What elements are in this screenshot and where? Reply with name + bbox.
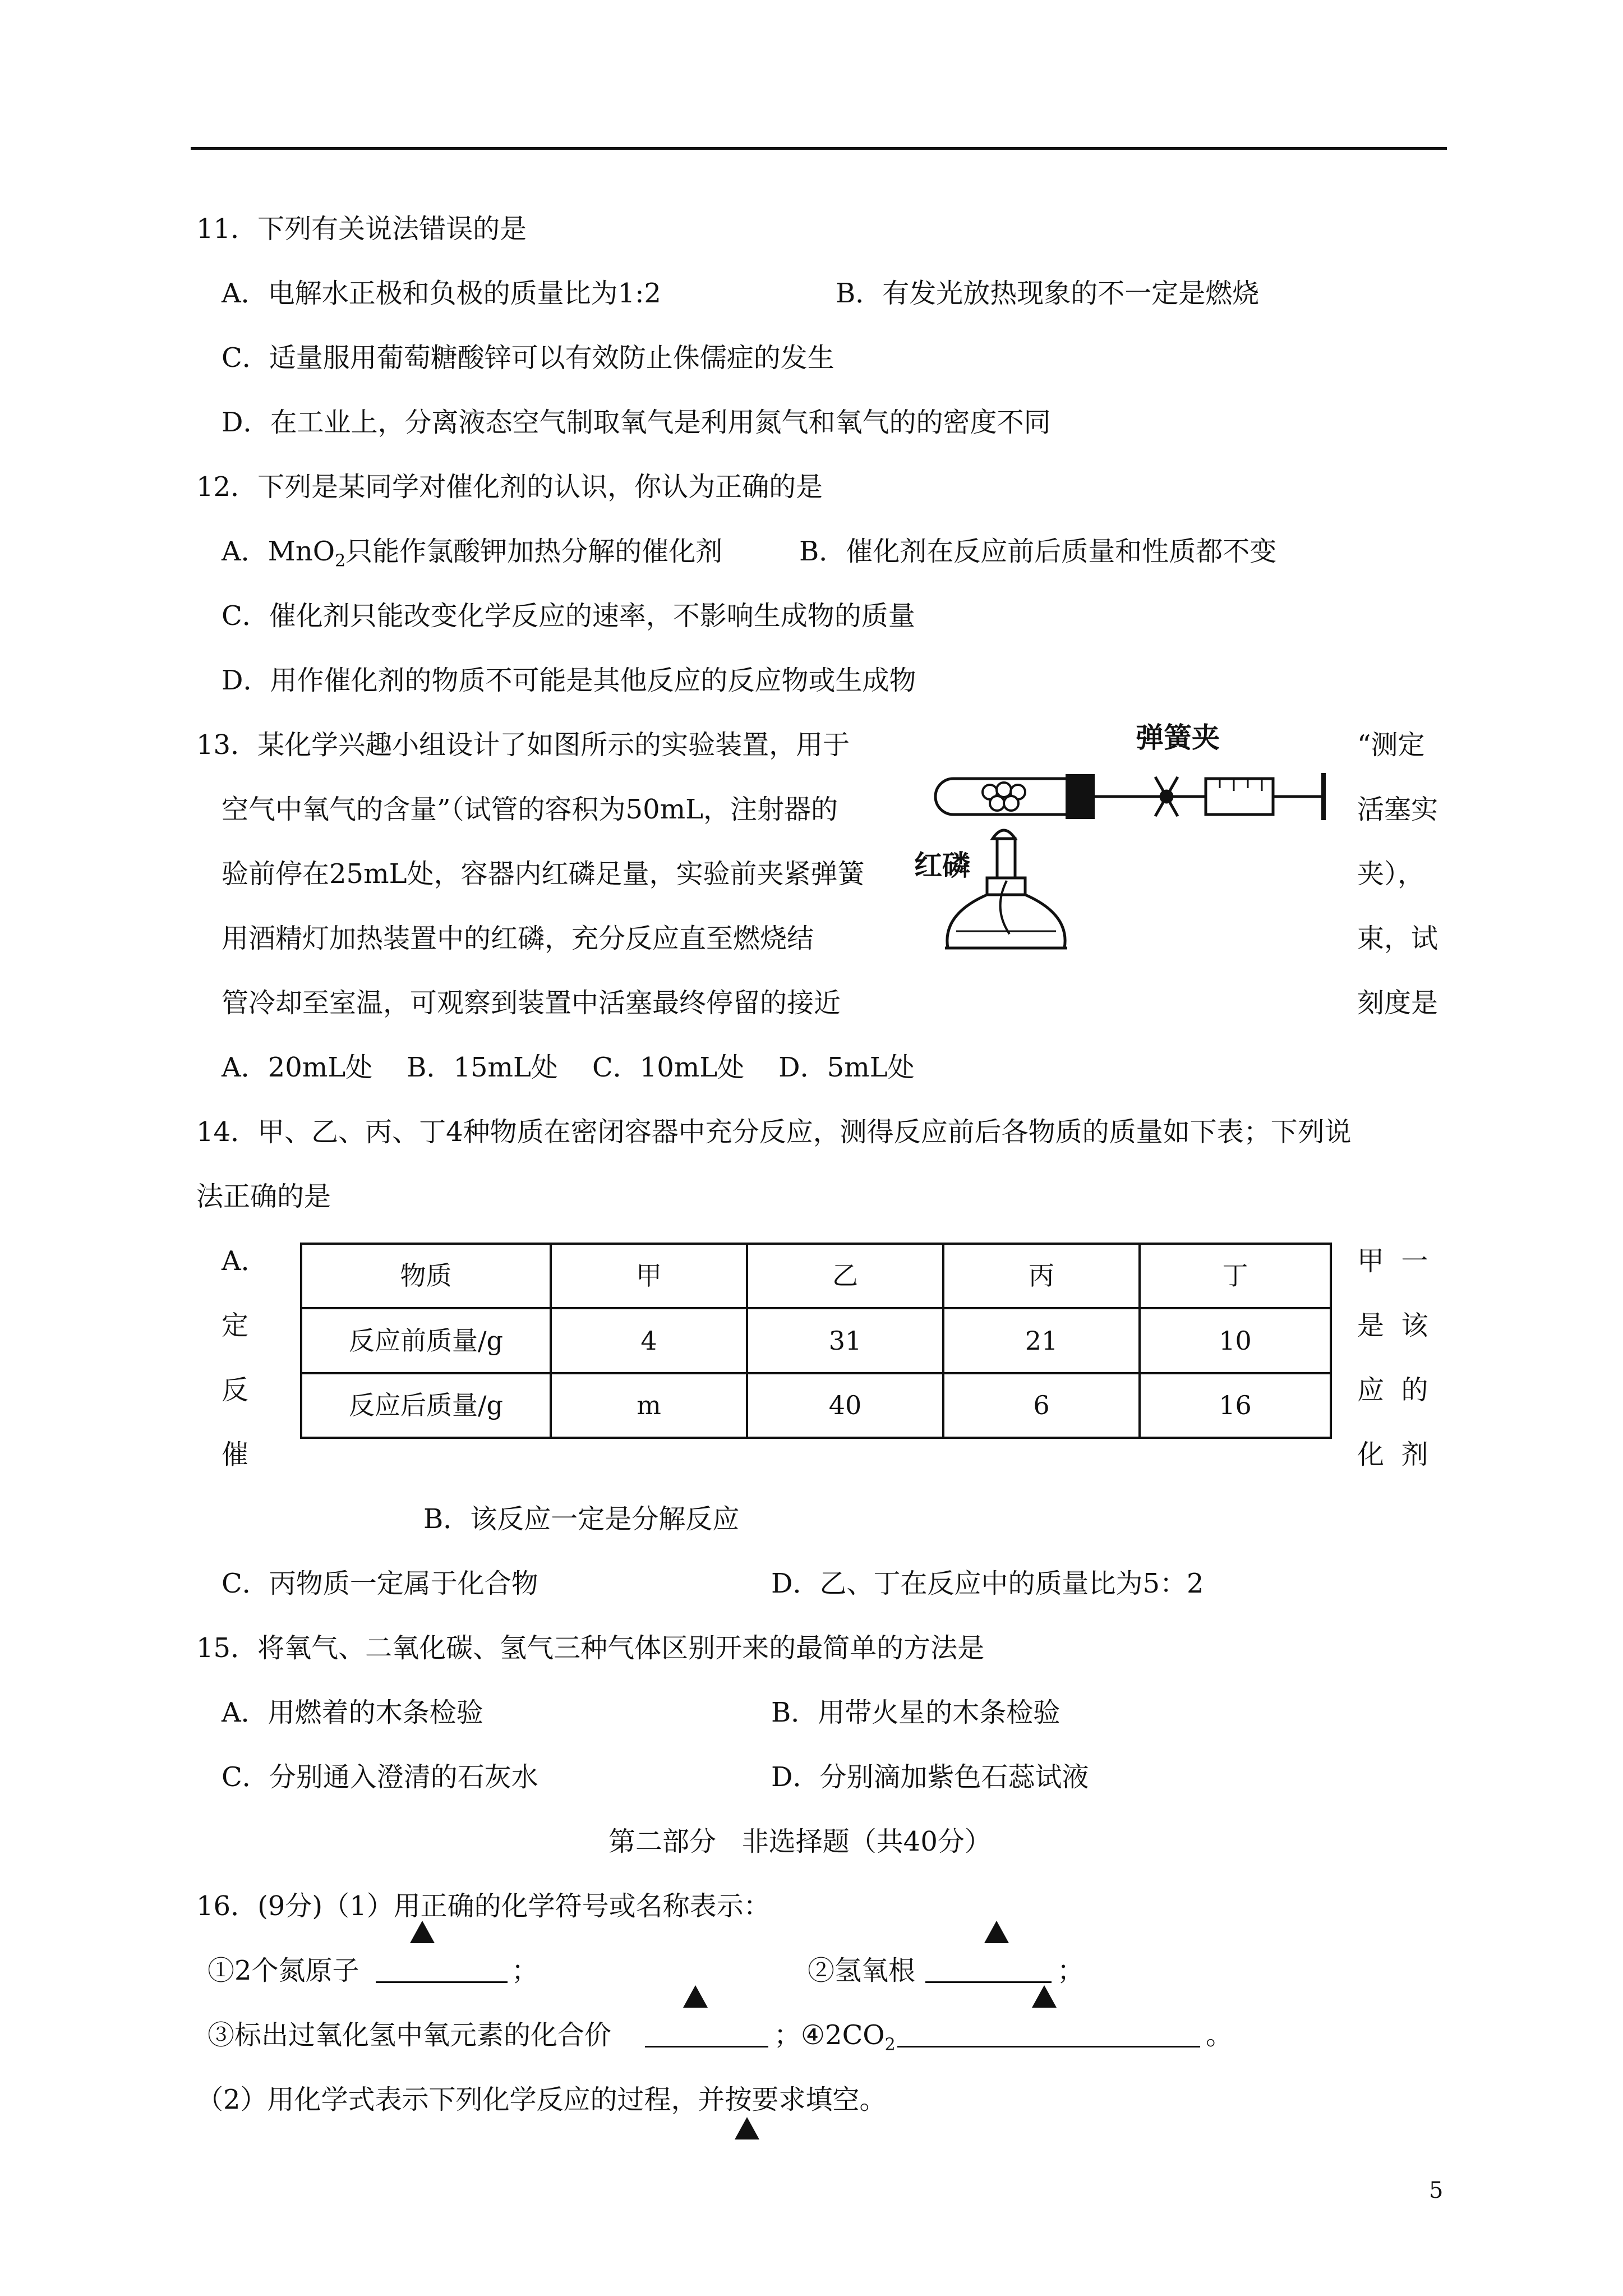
q11-option-d: D．在工业上，分离液态空气制取氧气是利用氮气和氧气的的密度不同: [222, 407, 1051, 438]
q16-item4-answer-blank[interactable]: [897, 2046, 1200, 2047]
page-number: 5: [1429, 2178, 1444, 2203]
table-header-yi: 乙: [832, 1260, 858, 1291]
header-rule: [191, 147, 1447, 150]
table-row-after-yi: 40: [828, 1390, 862, 1420]
q16-item1-end: ；: [511, 1955, 539, 1986]
rubber-stopper: [1066, 774, 1095, 819]
table-row-before-jia: 4: [640, 1326, 657, 1356]
q14-right-col-0: 甲 一: [1357, 1245, 1428, 1277]
q12-stem: 12．下列是某同学对催化剂的认识，你认为正确的是: [196, 471, 823, 503]
q16-stem: 16．(9分)（1）用正确的化学符号或名称表示：: [196, 1890, 771, 1922]
q14-right-col-1: 是 该: [1357, 1310, 1428, 1341]
q16-item3-end: ；: [774, 2019, 801, 2051]
q14-option-b: B．该反应一定是分解反应: [423, 1503, 740, 1535]
q16-item3-answer-blank[interactable]: [645, 2046, 768, 2047]
table-row-after-label: 反应后质量/g: [349, 1390, 503, 1420]
q13-line1-left: 13．某化学兴趣小组设计了如图所示的实验装置，用于: [196, 729, 850, 761]
q13-line5-left: 管冷却至室温，可观察到装置中活塞最终停留的接近: [222, 987, 841, 1019]
q14-right-col-2: 应 的: [1357, 1374, 1428, 1406]
q13-line4-left: 用酒精灯加热装置中的红磷，充分反应直至燃烧结: [222, 923, 814, 954]
q16-item2-end: ；: [1057, 1955, 1085, 1986]
q16-item4-pre: ④2CO: [801, 2019, 885, 2051]
q13-line2-left: 空气中氧气的含量”（试管的容积为50mL，注射器的: [222, 794, 838, 825]
q12-option-c: C．催化剂只能改变化学反应的速率，不影响生成物的质量: [222, 600, 915, 632]
q12-option-a-post: 只能作氯酸钾加热分解的催化剂: [345, 536, 723, 567]
red-phosphorus: [983, 783, 1025, 811]
q14-left-col-1: 定: [222, 1310, 249, 1341]
table-row-before-label: 反应前质量/g: [349, 1326, 503, 1356]
q15-option-d: D．分别滴加紫色石蕊试液: [771, 1761, 1089, 1793]
table-header-jia: 甲: [636, 1260, 662, 1291]
q15-option-b: B．用带火星的木条检验: [771, 1697, 1061, 1728]
q11-option-a: A．电解水正极和负极的质量比为1:2: [222, 278, 661, 309]
q13-line5-right: 刻度是: [1357, 987, 1438, 1019]
q13-line3-right: 夹），: [1357, 858, 1425, 890]
answer-marker-icon: [984, 1921, 1009, 1943]
q14-left-col-2: 反: [222, 1374, 249, 1406]
q13-options: A．20mL处 B．15mL处 C．10mL处 D．5mL处: [222, 1052, 915, 1083]
q16-item3: ③标出过氧化氢中氧元素的化合价: [208, 2019, 612, 2051]
section-two-heading: 第二部分 非选择题（共40分）: [608, 1826, 992, 1857]
table-header-bing: 丙: [1029, 1260, 1054, 1291]
syringe-barrel: [1206, 779, 1273, 815]
red-phosphorus-label: 红磷: [914, 849, 970, 882]
q16-part2: （2）用化学式表示下列化学反应的过程，并按要求填空。: [196, 2084, 887, 2115]
q16-item4-sub: 2: [884, 2035, 896, 2055]
table-row-after-bing: 6: [1033, 1390, 1050, 1420]
table-row-before-ding: 10: [1219, 1326, 1252, 1356]
answer-marker-icon: [410, 1921, 435, 1943]
table-header-ding: 丁: [1222, 1260, 1248, 1291]
q15-option-a: A．用燃着的木条检验: [222, 1697, 483, 1728]
q14-left-col-3: 催: [222, 1439, 249, 1470]
q13-line1-right: “测定: [1357, 729, 1425, 761]
answer-marker-icon: [683, 1985, 708, 2008]
table-row-after-ding: 16: [1219, 1390, 1252, 1420]
q13-line4-right: 束，试: [1357, 923, 1438, 954]
q14-right-col-3: 化 剂: [1357, 1439, 1428, 1470]
q13-line3-left: 验前停在25mL处，容器内红磷足量，实验前夹紧弹簧: [222, 858, 865, 890]
q13-line2-right: 活塞实: [1357, 794, 1438, 825]
q16-item1-answer-blank[interactable]: [376, 1981, 508, 1983]
q12-option-d: D．用作催化剂的物质不可能是其他反应的反应物或生成物: [222, 665, 916, 696]
table-row-before-bing: 21: [1025, 1326, 1058, 1356]
q12-option-a: [222, 538, 722, 570]
table-row-after-jia: m: [637, 1390, 661, 1420]
answer-marker-icon: [1032, 1985, 1057, 2008]
q16-item4: [801, 2019, 896, 2055]
q16-item1: ①2个氮原子: [208, 1955, 359, 1986]
q12-option-a-pre: A．MnO: [222, 536, 335, 567]
q11-stem: 11．下列有关说法错误的是: [196, 213, 527, 245]
answer-marker-icon: [735, 2117, 759, 2139]
q16-item2: ②氢氧根: [808, 1955, 916, 1986]
table-row-before-yi: 31: [828, 1326, 862, 1356]
q14-option-d: D．乙、丁在反应中的质量比为5：2: [771, 1568, 1204, 1599]
q14-stem-line2: 法正确的是: [196, 1181, 331, 1212]
q14-left-col-0: A．: [222, 1245, 268, 1277]
table-header-substance: 物质: [400, 1260, 452, 1291]
q15-stem: 15．将氧气、二氧化碳、氢气三种气体区别开来的最简单的方法是: [196, 1632, 985, 1664]
spring-clip-label: 弹簧夹: [1136, 721, 1220, 754]
q12-option-b: B．催化剂在反应前后质量和性质都不变: [799, 536, 1277, 567]
q15-option-c: C．分别通入澄清的石灰水: [222, 1761, 538, 1793]
q14-stem-line1: 14．甲、乙、丙、丁4种物质在密闭容器中充分反应，测得反应前后各物质的质量如下表；下列说: [196, 1116, 1352, 1148]
q16-item4-end: 。: [1206, 2019, 1233, 2051]
q16-item2-answer-blank[interactable]: [925, 1981, 1052, 1983]
q14-option-c: C．丙物质一定属于化合物: [222, 1568, 538, 1599]
q12-option-a-sub: 2: [335, 551, 346, 571]
q11-option-b: B．有发光放热现象的不一定是燃烧: [836, 278, 1260, 309]
q11-option-c: C．适量服用葡萄糖酸锌可以有效防止侏儒症的发生: [222, 342, 834, 374]
q13-apparatus-figure: [914, 712, 1340, 982]
alcohol-lamp: [945, 830, 1067, 948]
